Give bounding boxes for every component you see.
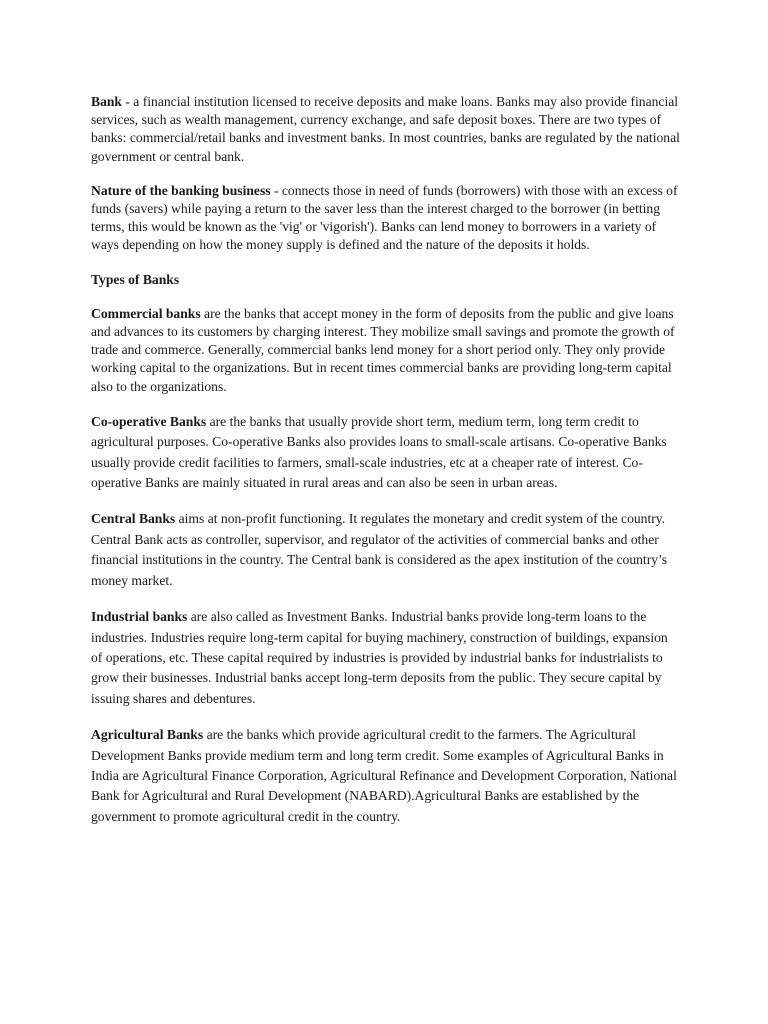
document-body xyxy=(91,93,681,843)
term-commercial-banks: Commercial banks xyxy=(91,305,201,321)
paragraph-text: are also called as Investment Banks. Industrial banks provide long-term loans to the industries. Industries require long-term capital for buying machinery, construction of buildings, expansion of operations, etc. These capital required by industries is provided by industrial banks for industrialists to grow their businesses. Industrial banks accept long-term deposits from the public. They secure capital by issuing shares and debentures. xyxy=(91,609,668,706)
paragraph-industrial-banks xyxy=(91,607,681,709)
paragraph-commercial-banks xyxy=(91,305,681,396)
paragraph-agricultural-banks xyxy=(91,725,681,827)
paragraph-central-banks xyxy=(91,509,681,591)
paragraph-co-operative-banks xyxy=(91,412,681,494)
term-industrial-banks: Industrial banks xyxy=(91,609,188,625)
term-agricultural-banks: Agricultural Banks xyxy=(91,727,204,743)
paragraph-bank-definition xyxy=(91,93,681,166)
term-nature-of-banking: Nature of the banking business xyxy=(91,182,271,198)
paragraph-text: are the banks that usually provide short term, medium term, long term credit to agricultural purposes. Co-operative Banks also provides loans to small-scale artisans. Co-operative Banks usually provide credit facilities to farmers, small-scale industries, etc at a cheaper rate of interest. Co-operative Banks are mainly situated in rural areas and can also be seen in urban areas. xyxy=(91,413,667,491)
paragraph-text: are the banks that accept money in the form of deposits from the public and give loans and advances to its customers by charging interest. They mobilize small savings and promote the growth of trade and commerce. Generally, commercial banks lend money for a short period only. They only provide working capital to the organizations. But in recent times commercial banks are providing long-term capital also to the organizations. xyxy=(91,305,675,394)
paragraph-text: are the banks which provide agricultural credit to the farmers. The Agricultural Development Banks provide medium term and long term credit. Some examples of Agricultural Banks in India are Agricultural Finance Corporation, Agricultural Refinance and Development Corporation, National Bank for Agricultural and Rural Development (NABARD).Agricultural Banks are established by the government to promote agricultural credit in the country. xyxy=(91,727,677,824)
section-heading-types-of-banks: Types of Banks xyxy=(91,271,180,287)
paragraph-nature-of-banking xyxy=(91,182,681,255)
paragraph-text: - a financial institution licensed to receive deposits and make loans. Banks may also provide financial services, such as wealth management, currency exchange, and safe deposit boxes. There are two types of banks: commercial/retail banks and investment banks. In most countries, banks are regulated by the national government or central bank. xyxy=(91,94,680,164)
term-bank: Bank xyxy=(91,94,122,109)
term-co-operative-banks: Co-operative Banks xyxy=(91,413,207,429)
paragraph-text: aims at non-profit functioning. It regulates the monetary and credit system of the country. Central Bank acts as controller, supervisor, and regulator of the activities of commercial banks and other financial institutions in the country. The Central bank is considered as the apex institution of the country’s money market. xyxy=(91,511,668,588)
paragraph-text: - connects those in need of funds (borrowers) with those with an excess of funds (savers) while paying a return to the saver less than the interest charged to the borrower (in betting terms, this would be known as the 'vig' or 'vigorish'). Banks can lend money to borrowers in a variety of ways depending on how the money supply is defined and the nature of the deposits it holds. xyxy=(91,182,678,253)
term-central-banks: Central Banks xyxy=(91,511,176,527)
